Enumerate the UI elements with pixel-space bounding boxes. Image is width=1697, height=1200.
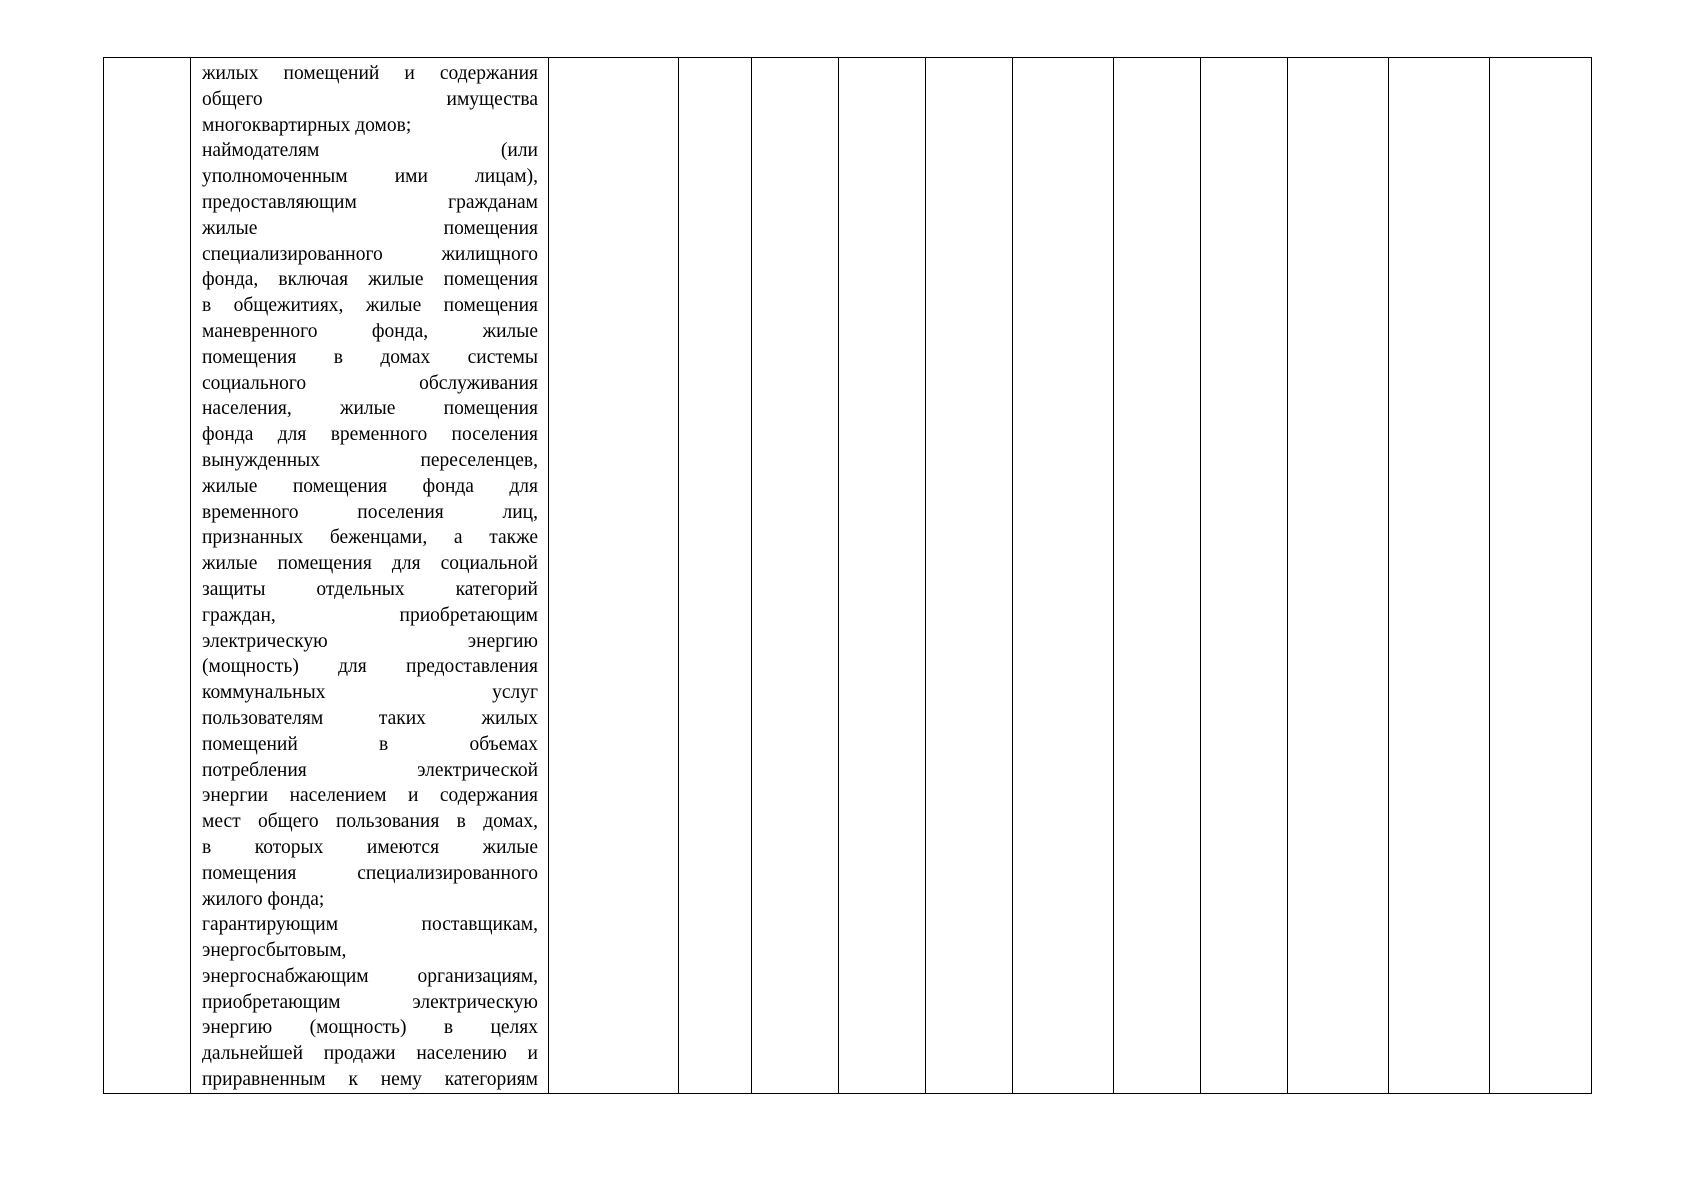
table-cell-empty [1013, 58, 1114, 1094]
table-cell-empty [926, 58, 1013, 1094]
cell-text-line: предоставляющим гражданам [202, 191, 538, 213]
cell-text-line: энергосбытовым, [202, 940, 347, 962]
cell-text-line: жилые помещения для социальной [202, 553, 538, 575]
table-row [104, 58, 1592, 1094]
cell-text-line: фонда, включая жилые помещения [202, 269, 538, 291]
cell-text-line: жилых помещений и содержания [202, 63, 538, 84]
cell-text-line: мест общего пользования в домах, [202, 811, 538, 833]
cell-text-line: коммунальных услуг [202, 682, 538, 704]
cell-text-line: гарантирующим поставщикам, [202, 914, 538, 936]
cell-text-line: потребления электрической [202, 759, 538, 781]
cell-text-line: в общежитиях, жилые помещения [202, 295, 538, 317]
cell-text-line: социального обслуживания [202, 372, 538, 394]
cell-text-line: жилые помещения фонда для [202, 475, 538, 497]
table-cell-empty [752, 58, 839, 1094]
cell-text-line: маневренного фонда, жилые [202, 320, 538, 342]
cell-text-line: населения, жилые помещения [202, 398, 538, 420]
table-cell-empty [839, 58, 926, 1094]
cell-text-line: наймодателям (или [202, 140, 538, 162]
cell-text-line: защиты отдельных категорий [202, 578, 538, 600]
cell-text-line: помещения в домах системы [202, 346, 538, 368]
cell-text-line: признанных беженцами, а также [202, 527, 538, 549]
data-table [103, 57, 1592, 1094]
cell-text-line: приравненным к нему категориям [202, 1069, 538, 1091]
cell-text-line: общего имущества [202, 88, 538, 110]
cell-text-line: уполномоченным ими лицам), [202, 166, 538, 188]
table-cell-description [191, 58, 549, 1094]
cell-text-line: в которых имеются жилые [202, 836, 538, 858]
table-cell-empty [1201, 58, 1288, 1094]
cell-text-line: специализированного жилищного [202, 243, 538, 265]
cell-text-line: жилого фонда; [202, 888, 325, 910]
table-cell-empty [679, 58, 752, 1094]
cell-text-line: граждан, приобретающим [202, 604, 538, 626]
cell-text-line: вынужденных переселенцев, [202, 449, 538, 471]
table-cell-empty [1288, 58, 1389, 1094]
cell-text-line: электрическую энергию [202, 630, 538, 652]
table-cell-number [104, 58, 191, 1094]
cell-text-line: помещений в объемах [202, 733, 538, 755]
table-cell-empty [1389, 58, 1490, 1094]
cell-text-line: временного поселения лиц, [202, 501, 538, 523]
cell-text-line: фонда для временного поселения [202, 424, 538, 446]
cell-text-line: дальнейшей продажи населению и [202, 1043, 538, 1065]
table-cell-empty [549, 58, 679, 1094]
cell-text-line: помещения специализированного [202, 862, 538, 884]
cell-text-line: энергоснабжающим организациям, [202, 965, 538, 987]
table-cell-empty [1490, 58, 1592, 1094]
cell-text-line: приобретающим электрическую [202, 991, 538, 1013]
cell-text-line: энергию (мощность) в целях [202, 1017, 538, 1039]
cell-text-line: многоквартирных домов; [202, 114, 412, 136]
cell-text-line: пользователям таких жилых [202, 707, 538, 729]
cell-text-line: энергии населением и содержания [202, 785, 538, 807]
cell-text-line: (мощность) для предоставления [202, 656, 538, 678]
table-cell-empty [1114, 58, 1201, 1094]
cell-text-line: жилые помещения [202, 217, 538, 239]
